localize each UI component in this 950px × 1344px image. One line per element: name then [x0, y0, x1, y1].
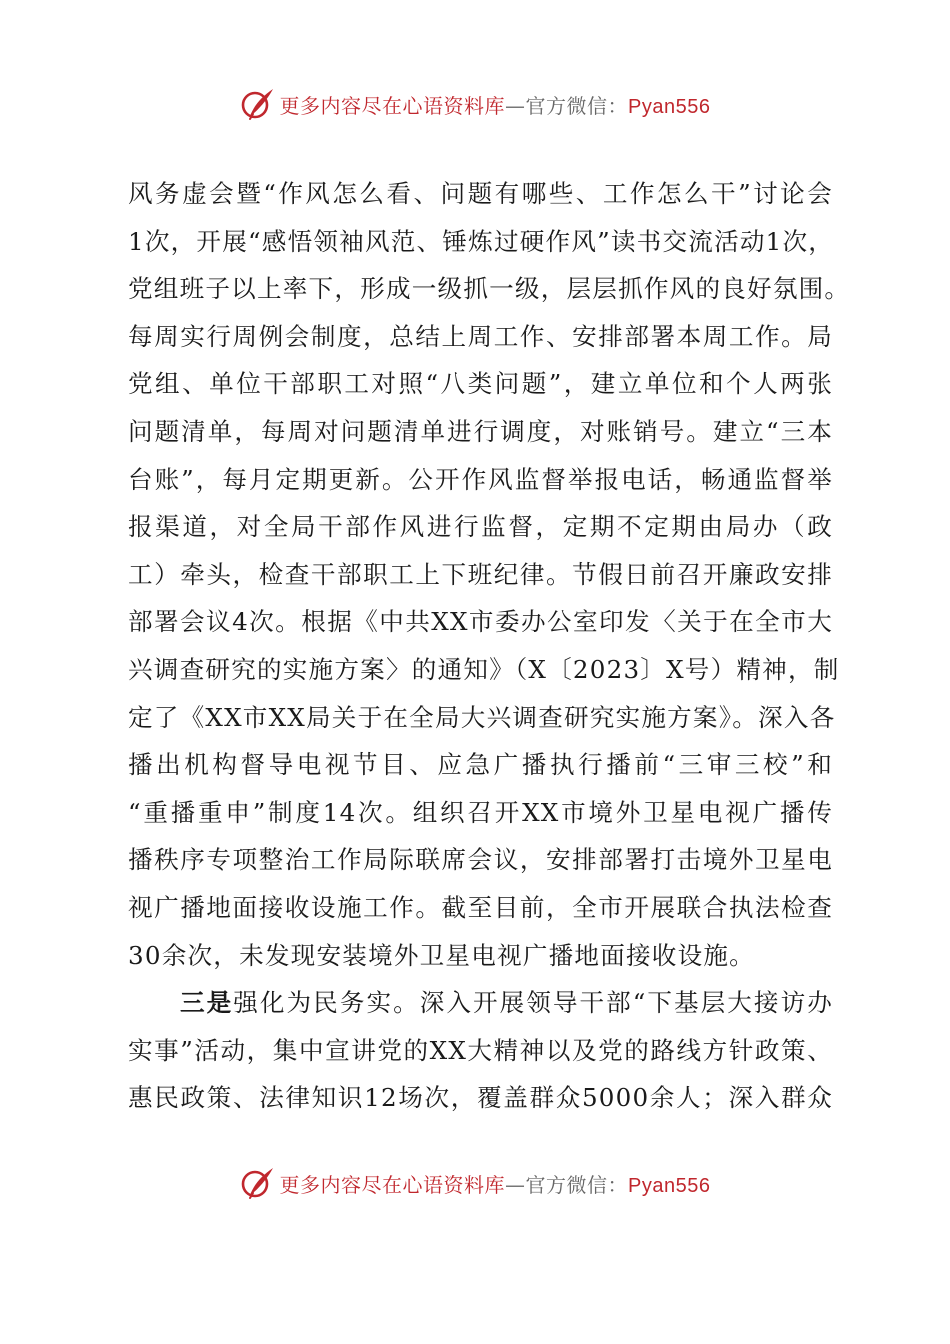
text-line: 播秩序专项整治工作局际联席会议，安排部署打击境外卫星电 — [128, 845, 833, 875]
text-line — [128, 979, 833, 1027]
watermark-dash: — — [505, 1172, 526, 1197]
watermark-dash: — — [505, 93, 526, 118]
text-line: 台账”，每月定期更新。公开作风监督举报电话，畅通监督举 — [128, 464, 833, 494]
paragraph-lead: 三是 — [180, 988, 234, 1018]
text-line: 1次，开展“感悟领袖风范、锤炼过硬作风”读书交流活动1次， — [128, 226, 835, 256]
watermark-wechat-id: Pyan556 — [628, 1174, 711, 1197]
text-line: 兴调查研究的实施方案〉的通知》（X〔2023〕X号）精神，制 — [128, 654, 840, 684]
text-line: 30余次，未发现安装境外卫星电视广播地面接收设施。 — [128, 940, 755, 970]
text-line: 风务虚会暨“作风怎么看、问题有哪些、工作怎么干”讨论会 — [128, 179, 833, 208]
watermark-brand: 更多内容尽在心语资料库 — [279, 1172, 506, 1197]
header-watermark — [0, 84, 950, 124]
text-line: 工）牵头，检查干部职工上下班纪律。节假日前召开廉政安排 — [128, 559, 833, 589]
watermark-text — [280, 1169, 711, 1198]
text-line: 惠民政策、法律知识12场次，覆盖群众5000余人；深入群众 — [128, 1083, 833, 1113]
text-line: 党组班子以上率下，形成一级抓一级，层层抓作风的良好氛围。 — [128, 274, 851, 304]
paragraph-2 — [128, 979, 833, 1122]
quill-logo-icon — [240, 1165, 276, 1201]
text-line: 每周实行周例会制度，总结上周工作、安排部署本周工作。局 — [128, 321, 833, 351]
text-line: 部署会议4次。根据《中共XX市委办公室印发〈关于在全市大 — [128, 607, 833, 637]
text-line: 问题清单，每周对问题清单进行调度，对账销号。建立“三本 — [128, 416, 833, 446]
paragraph-1 — [128, 170, 851, 979]
watermark-wechat-id: Pyan556 — [628, 95, 711, 118]
watermark-brand: 更多内容尽在心语资料库 — [279, 93, 506, 118]
footer-watermark — [0, 1163, 950, 1203]
text-line: 视广播地面接收设施工作。截至目前，全市开展联合执法检查 — [128, 892, 833, 922]
text-line: “重播重申”制度14次。组织召开XX市境外卫星电视广播传 — [128, 797, 833, 827]
text-line: 党组、单位干部职工对照“八类问题”，建立单位和个人两张 — [128, 369, 833, 399]
text-span: 强化为民务实。深入开展领导干部“下基层大接访办 — [233, 988, 833, 1018]
document-body — [128, 170, 851, 1122]
text-line: 实事”活动，集中宣讲党的XX大精神以及党的路线方针政策、 — [128, 1035, 833, 1065]
watermark-text — [280, 90, 711, 119]
text-line: 播出机构督导电视节目、应急广播执行播前“三审三校”和 — [128, 750, 833, 780]
quill-logo-icon — [240, 86, 276, 122]
text-line: 定了《XX市XX局关于在全局大兴调查研究实施方案》。深入各 — [128, 702, 836, 732]
text-line: 报渠道，对全局干部作风进行监督，定期不定期由局办（政 — [128, 512, 833, 542]
watermark-label: 官方微信： — [525, 93, 629, 118]
watermark-label: 官方微信： — [525, 1172, 629, 1197]
